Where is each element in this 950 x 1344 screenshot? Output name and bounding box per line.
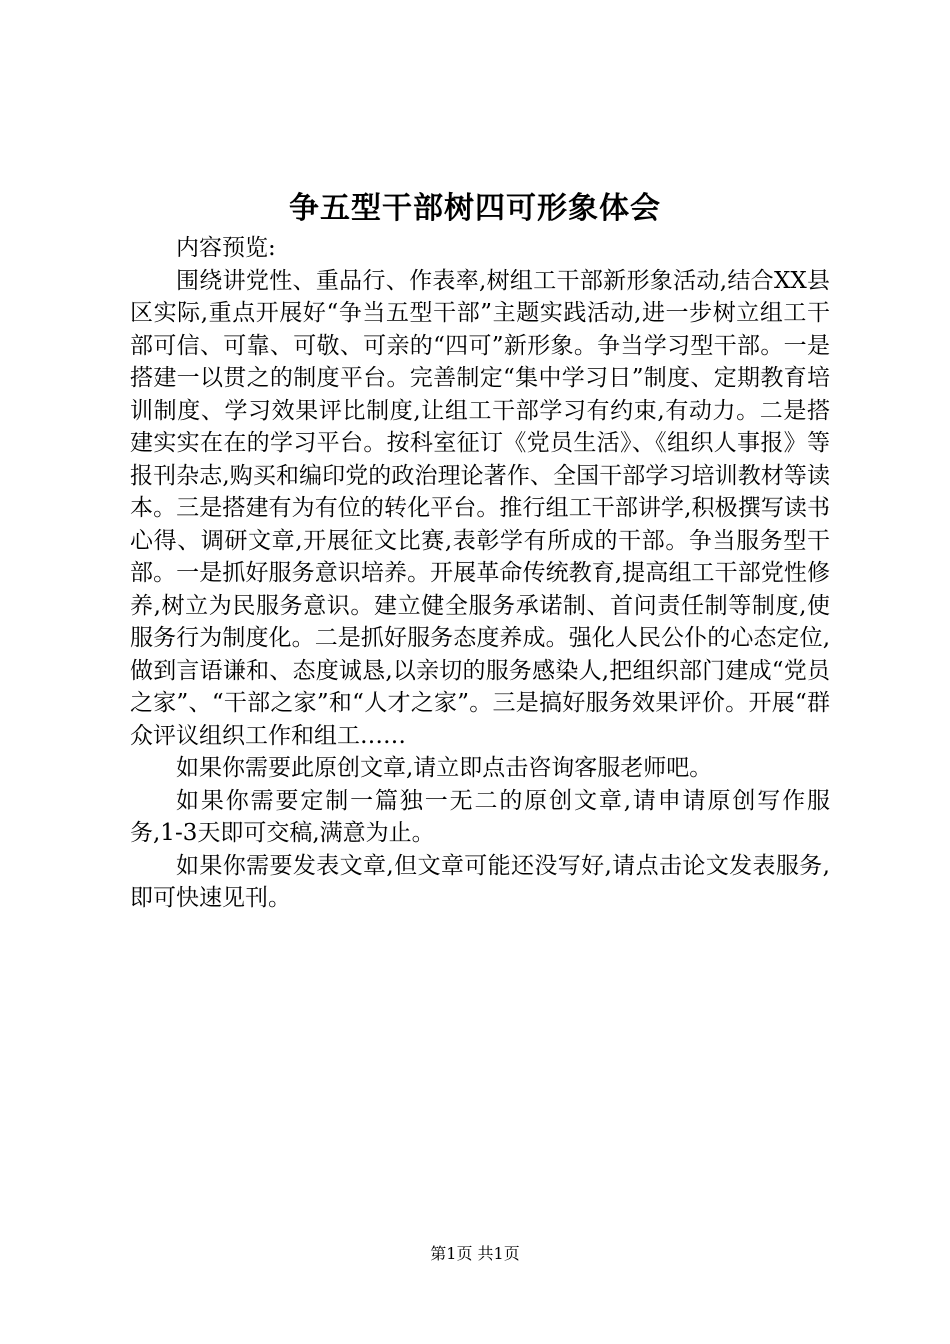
- page-number-current: 第1页: [430, 1244, 473, 1263]
- notice-custom-writing: 如果你需要定制一篇独一无二的原创文章,请申请原创写作服务,1-3天即可交稿,满意为止。: [130, 787, 830, 846]
- preview-label: 内容预览:: [176, 235, 276, 261]
- page-footer: [0, 1242, 950, 1266]
- document-content: [130, 232, 830, 915]
- notice-consult: 如果你需要此原创文章,请立即点击咨询客服老师吧。: [176, 755, 713, 781]
- document-title: 争五型干部树四可形象体会: [289, 191, 661, 226]
- body-paragraph: 围绕讲党性、重品行、作表率,树组工干部新形象活动,结合XX县区实际,重点开展好“争当五型干部”主题实践活动,进一步树立组工干部可信、可靠、可敬、可亲的“四可”新形象。争当学习型干部。一是搭建一以贯之的制度平台。完善制定“集中学习日”制度、定期教育培训制度、学习效果评比制度,让组工干部学习有约束,有动力。二是搭建实实在在的学习平台。按科室征订《党员生活》、《组织人事报》等报刊杂志,购买和编印党的政治理论著作、全国干部学习培训教材等读本。三是搭建有为有位的转化平台。推行组工干部讲学,积极撰写读书心得、调研文章,开展征文比赛,表彰学有所成的干部。争当服务型干部。一是抓好服务意识培养。开展革命传统教育,提高组工干部党性修养,树立为民服务意识。建立健全服务承诺制、首问责任制等制度,使服务行为制度化。二是抓好服务态度养成。强化人民公仆的心态定位,做到言语谦和、态度诚恳,以亲切的服务感染人,把组织部门建成“党员之家”、“干部之家”和“人才之家”。三是搞好服务效果评价。开展“群众评议组织工作和组工……: [130, 267, 830, 749]
- page-number-total: 共1页: [477, 1244, 520, 1263]
- notice-publishing: 如果你需要发表文章,但文章可能还没写好,请点击论文发表服务,即可快速见刊。: [130, 852, 830, 911]
